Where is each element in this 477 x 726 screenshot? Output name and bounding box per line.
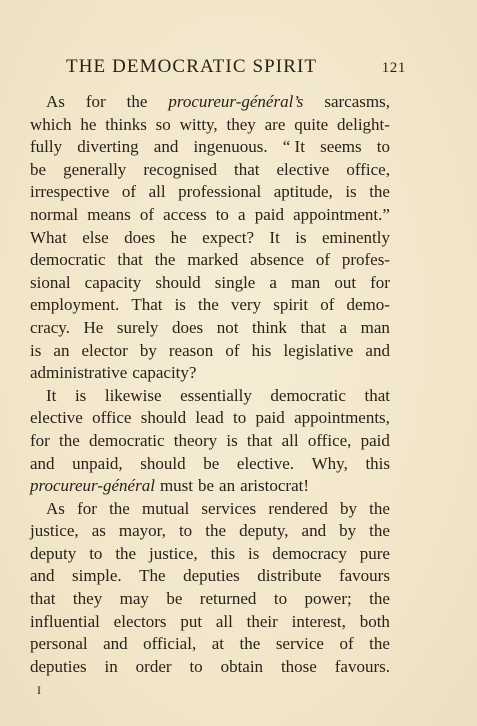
word: pure — [359, 543, 390, 563]
word: office, — [346, 159, 390, 179]
word: obtain — [220, 656, 264, 676]
word: an — [53, 340, 70, 360]
word: by — [139, 340, 157, 360]
word: of — [339, 634, 354, 654]
word: mayor, — [118, 521, 166, 541]
word: not — [216, 317, 239, 337]
word: to — [376, 137, 390, 157]
word: those — [280, 656, 317, 676]
word: the — [205, 521, 227, 541]
word: so — [155, 114, 171, 134]
word: and — [365, 340, 390, 360]
word: of — [139, 204, 155, 224]
word: sional — [30, 272, 71, 292]
word: He — [83, 317, 104, 337]
word: put — [180, 611, 203, 631]
text-line — [30, 204, 390, 227]
text-line — [30, 407, 390, 430]
running-header — [66, 56, 406, 80]
text-line — [30, 249, 390, 272]
word: of — [320, 295, 335, 315]
word: an — [219, 476, 236, 496]
paragraph — [30, 385, 390, 498]
word: at — [211, 634, 224, 654]
text-line — [30, 498, 390, 521]
word: should — [155, 272, 201, 292]
word: As — [46, 92, 65, 111]
word: is — [74, 385, 87, 405]
word: very — [230, 295, 262, 315]
word: appointment.” — [293, 204, 390, 224]
word: should — [140, 408, 187, 428]
italic-word: procureur-général’s — [168, 92, 304, 111]
word: fully — [30, 137, 63, 157]
word: service — [275, 634, 324, 654]
word: office — [92, 408, 132, 428]
paragraph — [30, 498, 390, 679]
word: generally — [63, 159, 127, 179]
word: democratic — [270, 385, 346, 405]
word: personal — [30, 634, 88, 654]
running-title: THE DEMOCRATIC SPIRIT — [66, 56, 318, 77]
word: to — [273, 589, 288, 609]
word: man — [290, 272, 321, 292]
word: the — [154, 250, 176, 270]
word: Why, — [311, 453, 348, 473]
word: services — [201, 498, 257, 518]
word: and — [30, 453, 55, 473]
word: diverting — [77, 137, 139, 157]
word: eminently — [321, 227, 390, 247]
word: is — [295, 227, 307, 247]
text-line — [30, 633, 390, 656]
word: that — [246, 430, 273, 450]
word: man — [360, 317, 390, 337]
word: out — [334, 272, 357, 292]
word: be — [203, 453, 220, 473]
text-line — [30, 588, 390, 611]
word: and — [301, 521, 327, 541]
word: the — [369, 498, 390, 518]
text-line — [30, 543, 390, 566]
word: both — [359, 611, 390, 631]
signature-mark: I — [37, 683, 41, 697]
word: of — [121, 182, 137, 202]
word: and — [103, 634, 128, 654]
word: spirit — [273, 295, 309, 315]
word: the — [369, 521, 390, 541]
word: which — [30, 114, 72, 134]
text-line — [30, 340, 390, 363]
word: as — [91, 521, 106, 541]
word: is — [345, 182, 357, 202]
text-line — [30, 317, 390, 340]
word: the — [369, 589, 390, 609]
word: they — [72, 589, 103, 609]
word: a — [238, 204, 246, 224]
word: quite — [294, 114, 329, 134]
word: aristocrat! — [240, 476, 309, 496]
text-line — [30, 362, 390, 385]
word: is — [248, 543, 260, 563]
page-number: 121 — [381, 60, 406, 76]
word: It — [269, 227, 280, 247]
word: paid — [255, 408, 285, 428]
word: the — [115, 543, 137, 563]
word: to — [215, 204, 229, 224]
word: and — [153, 137, 179, 157]
word: cracy. — [30, 317, 70, 337]
text-line — [30, 294, 390, 317]
word: expect? — [202, 227, 255, 247]
text-line — [30, 385, 390, 408]
word: to — [233, 408, 247, 428]
word: democracy — [272, 543, 347, 563]
word: the — [369, 182, 390, 202]
word: distribute — [257, 566, 322, 586]
word: the — [198, 295, 219, 315]
word: must — [159, 476, 193, 496]
word: and — [30, 566, 55, 586]
word: paid — [360, 430, 390, 450]
word: aptitude, — [273, 182, 333, 202]
word: that — [364, 385, 390, 405]
text-line — [30, 136, 390, 159]
word: simple. — [72, 566, 122, 586]
word: elective — [276, 159, 330, 179]
word: unpaid, — [72, 453, 123, 473]
word: appointments, — [294, 408, 390, 428]
word: the — [126, 92, 148, 111]
word: is — [226, 430, 238, 450]
word: profes- — [341, 250, 390, 270]
word: It — [46, 385, 57, 405]
word: elective. — [236, 453, 295, 473]
word: does — [124, 227, 156, 247]
word: favours. — [334, 656, 390, 676]
word: thinks — [105, 114, 147, 134]
word: electors — [113, 611, 167, 631]
word: demo- — [346, 295, 390, 315]
word: his — [251, 340, 272, 360]
word: in — [104, 656, 118, 676]
word: official, — [143, 634, 197, 654]
word: The — [139, 566, 166, 586]
word: likewise — [104, 385, 162, 405]
word: of — [225, 340, 240, 360]
word: the — [239, 634, 261, 654]
word: witty, — [179, 114, 218, 134]
word: deputy, — [239, 521, 289, 541]
word: should — [140, 453, 186, 473]
word: this — [210, 543, 236, 563]
word: democratic — [89, 430, 165, 450]
word: to — [89, 543, 103, 563]
word: for — [77, 498, 97, 518]
text-line — [30, 114, 390, 137]
word: is — [174, 295, 186, 315]
word: marked — [187, 250, 239, 270]
word: by — [340, 498, 357, 518]
word: be — [30, 159, 47, 179]
text-line — [30, 611, 390, 634]
word: their — [246, 611, 278, 631]
word: order — [135, 656, 172, 676]
text-line — [30, 656, 390, 679]
word: to — [178, 521, 193, 541]
word: seems — [320, 137, 362, 157]
word: they — [226, 114, 256, 134]
word: absence — [250, 250, 304, 270]
word: may — [119, 589, 149, 609]
word: capacity? — [132, 363, 197, 383]
word: employment. — [30, 295, 120, 315]
word: access — [163, 204, 207, 224]
word: deputy — [30, 543, 77, 563]
word: normal — [30, 204, 79, 224]
text-line — [30, 565, 390, 588]
word: the — [109, 498, 130, 518]
word: power; — [304, 589, 352, 609]
word: deputies — [183, 566, 240, 586]
word: that — [30, 589, 56, 609]
word: legislative — [283, 340, 354, 360]
word: to — [189, 656, 203, 676]
word: all — [281, 430, 299, 450]
word: he — [170, 227, 187, 247]
word: justice, — [149, 543, 198, 563]
word: democratic — [30, 250, 106, 270]
text-line — [30, 453, 390, 476]
word: for — [30, 430, 50, 450]
word: the — [369, 634, 390, 654]
word: office, — [307, 430, 352, 450]
text-line — [30, 520, 390, 543]
italic-word: procureur-général — [30, 476, 155, 496]
word: that — [300, 317, 326, 337]
word: sarcasms, — [324, 92, 390, 111]
word: means — [87, 204, 131, 224]
word: returned — [199, 589, 257, 609]
word: by — [339, 521, 357, 541]
text-line — [30, 475, 390, 498]
word: paid — [254, 204, 284, 224]
word: all — [148, 182, 166, 202]
word: mutual — [142, 498, 190, 518]
word: interest, — [291, 611, 346, 631]
text-line — [30, 91, 390, 114]
word: reason — [168, 340, 214, 360]
word: essentially — [180, 385, 252, 405]
word: for — [85, 92, 106, 111]
word: influential — [30, 611, 100, 631]
word: of — [315, 250, 330, 270]
word: capacity — [84, 272, 142, 292]
word: surely — [116, 317, 159, 337]
word: irrespective — [30, 182, 110, 202]
word: rendered — [268, 498, 328, 518]
word: he — [80, 114, 97, 134]
paragraph — [30, 91, 390, 385]
word: think — [251, 317, 287, 337]
word: this — [365, 453, 390, 473]
word: theory — [173, 430, 218, 450]
word: delight- — [337, 114, 390, 134]
word: recognised — [143, 159, 217, 179]
word: As — [46, 498, 65, 518]
word: What — [30, 227, 67, 247]
text-line — [30, 159, 390, 182]
word: ingenuous. — [193, 137, 268, 157]
word: single — [214, 272, 256, 292]
word: administrative — [30, 363, 128, 383]
body-text — [30, 91, 390, 678]
word: a — [339, 317, 348, 337]
text-line — [30, 272, 390, 295]
word: professional — [178, 182, 262, 202]
word: else — [82, 227, 109, 247]
word: is — [30, 340, 42, 360]
word: are — [264, 114, 286, 134]
word: “ It — [282, 137, 305, 157]
word: favours — [338, 566, 390, 586]
word: for — [370, 272, 390, 292]
word: the — [59, 430, 80, 450]
word: that — [233, 159, 260, 179]
word: That — [131, 295, 163, 315]
word: be — [166, 589, 183, 609]
word: that — [117, 250, 143, 270]
text-line — [30, 430, 390, 453]
word: elective — [30, 408, 83, 428]
text-line — [30, 227, 390, 250]
word: all — [215, 611, 233, 631]
word: elector — [81, 340, 128, 360]
word: be — [198, 476, 215, 496]
word: lead — [195, 408, 224, 428]
word: deputies — [30, 656, 87, 676]
word: a — [269, 272, 277, 292]
text-line — [30, 181, 390, 204]
word: justice, — [30, 521, 79, 541]
word: does — [171, 317, 204, 337]
